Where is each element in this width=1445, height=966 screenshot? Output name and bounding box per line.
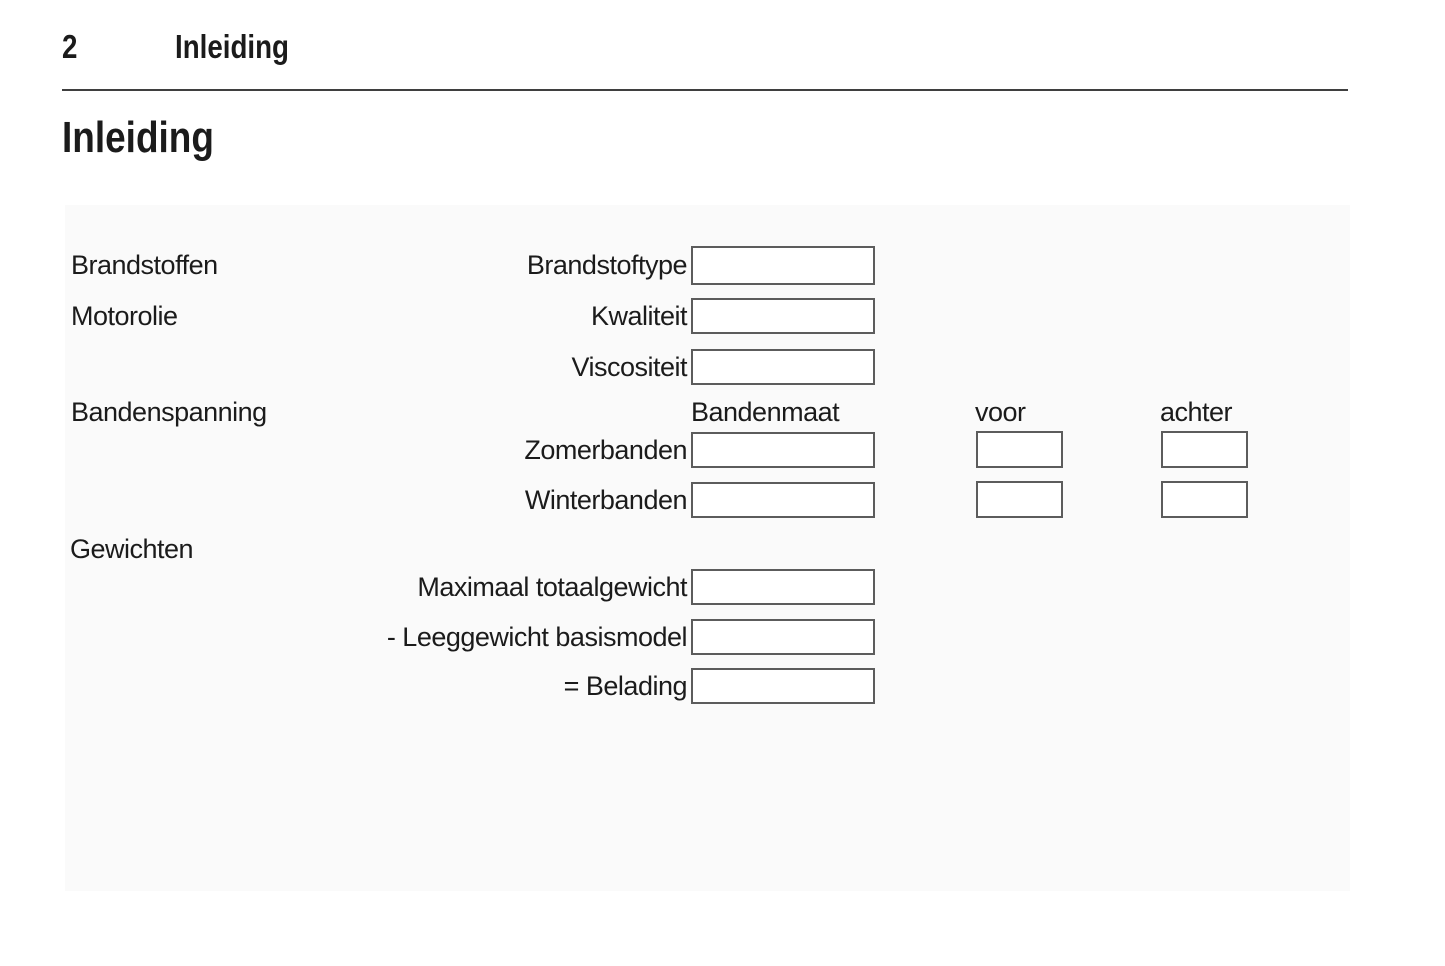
kerb-weight-input[interactable] [691,619,875,655]
page-number-text: 2 [62,28,78,65]
section-label-tyre-pressure: Bandenspanning [71,397,267,427]
form-panel [65,205,1350,891]
section-label-weights: Gewichten [70,534,194,564]
section-label-engine-oil: Motorolie [71,301,178,331]
header-divider [62,89,1348,91]
winter-front-pressure-input[interactable] [976,481,1063,518]
fuel-type-input[interactable] [691,246,875,285]
page-number [62,27,80,67]
oil-quality-label: Kwaliteit [590,301,687,331]
payload-label: = Belading [563,671,687,701]
winter-rear-pressure-input[interactable] [1161,481,1248,518]
chapter-title-text: Inleiding [175,28,289,65]
max-total-weight-input[interactable] [691,569,875,605]
oil-viscosity-label: Viscositeit [571,352,687,382]
column-header-front: voor [975,397,1026,427]
page-title-text: Inleiding [62,113,214,162]
summer-front-pressure-input[interactable] [976,431,1063,468]
fuel-type-label: Brandstoftype [526,250,687,280]
kerb-weight-label: - Leeggewicht basismodel [386,622,687,652]
winter-tyres-label: Winterbanden [524,485,687,515]
summer-tyre-size-input[interactable] [691,432,875,468]
oil-quality-input[interactable] [691,298,875,334]
payload-input[interactable] [691,668,875,704]
chapter-title [175,27,311,67]
page-title [62,112,243,165]
winter-tyre-size-input[interactable] [691,482,875,518]
summer-tyres-label: Zomerbanden [524,435,687,465]
section-label-fuels: Brandstoffen [71,250,218,280]
oil-viscosity-input[interactable] [691,349,875,385]
column-header-rear: achter [1160,397,1233,427]
max-total-weight-label: Maximaal totaalgewicht [417,572,687,602]
summer-rear-pressure-input[interactable] [1161,431,1248,468]
column-header-tyre-size: Bandenmaat [691,397,840,427]
